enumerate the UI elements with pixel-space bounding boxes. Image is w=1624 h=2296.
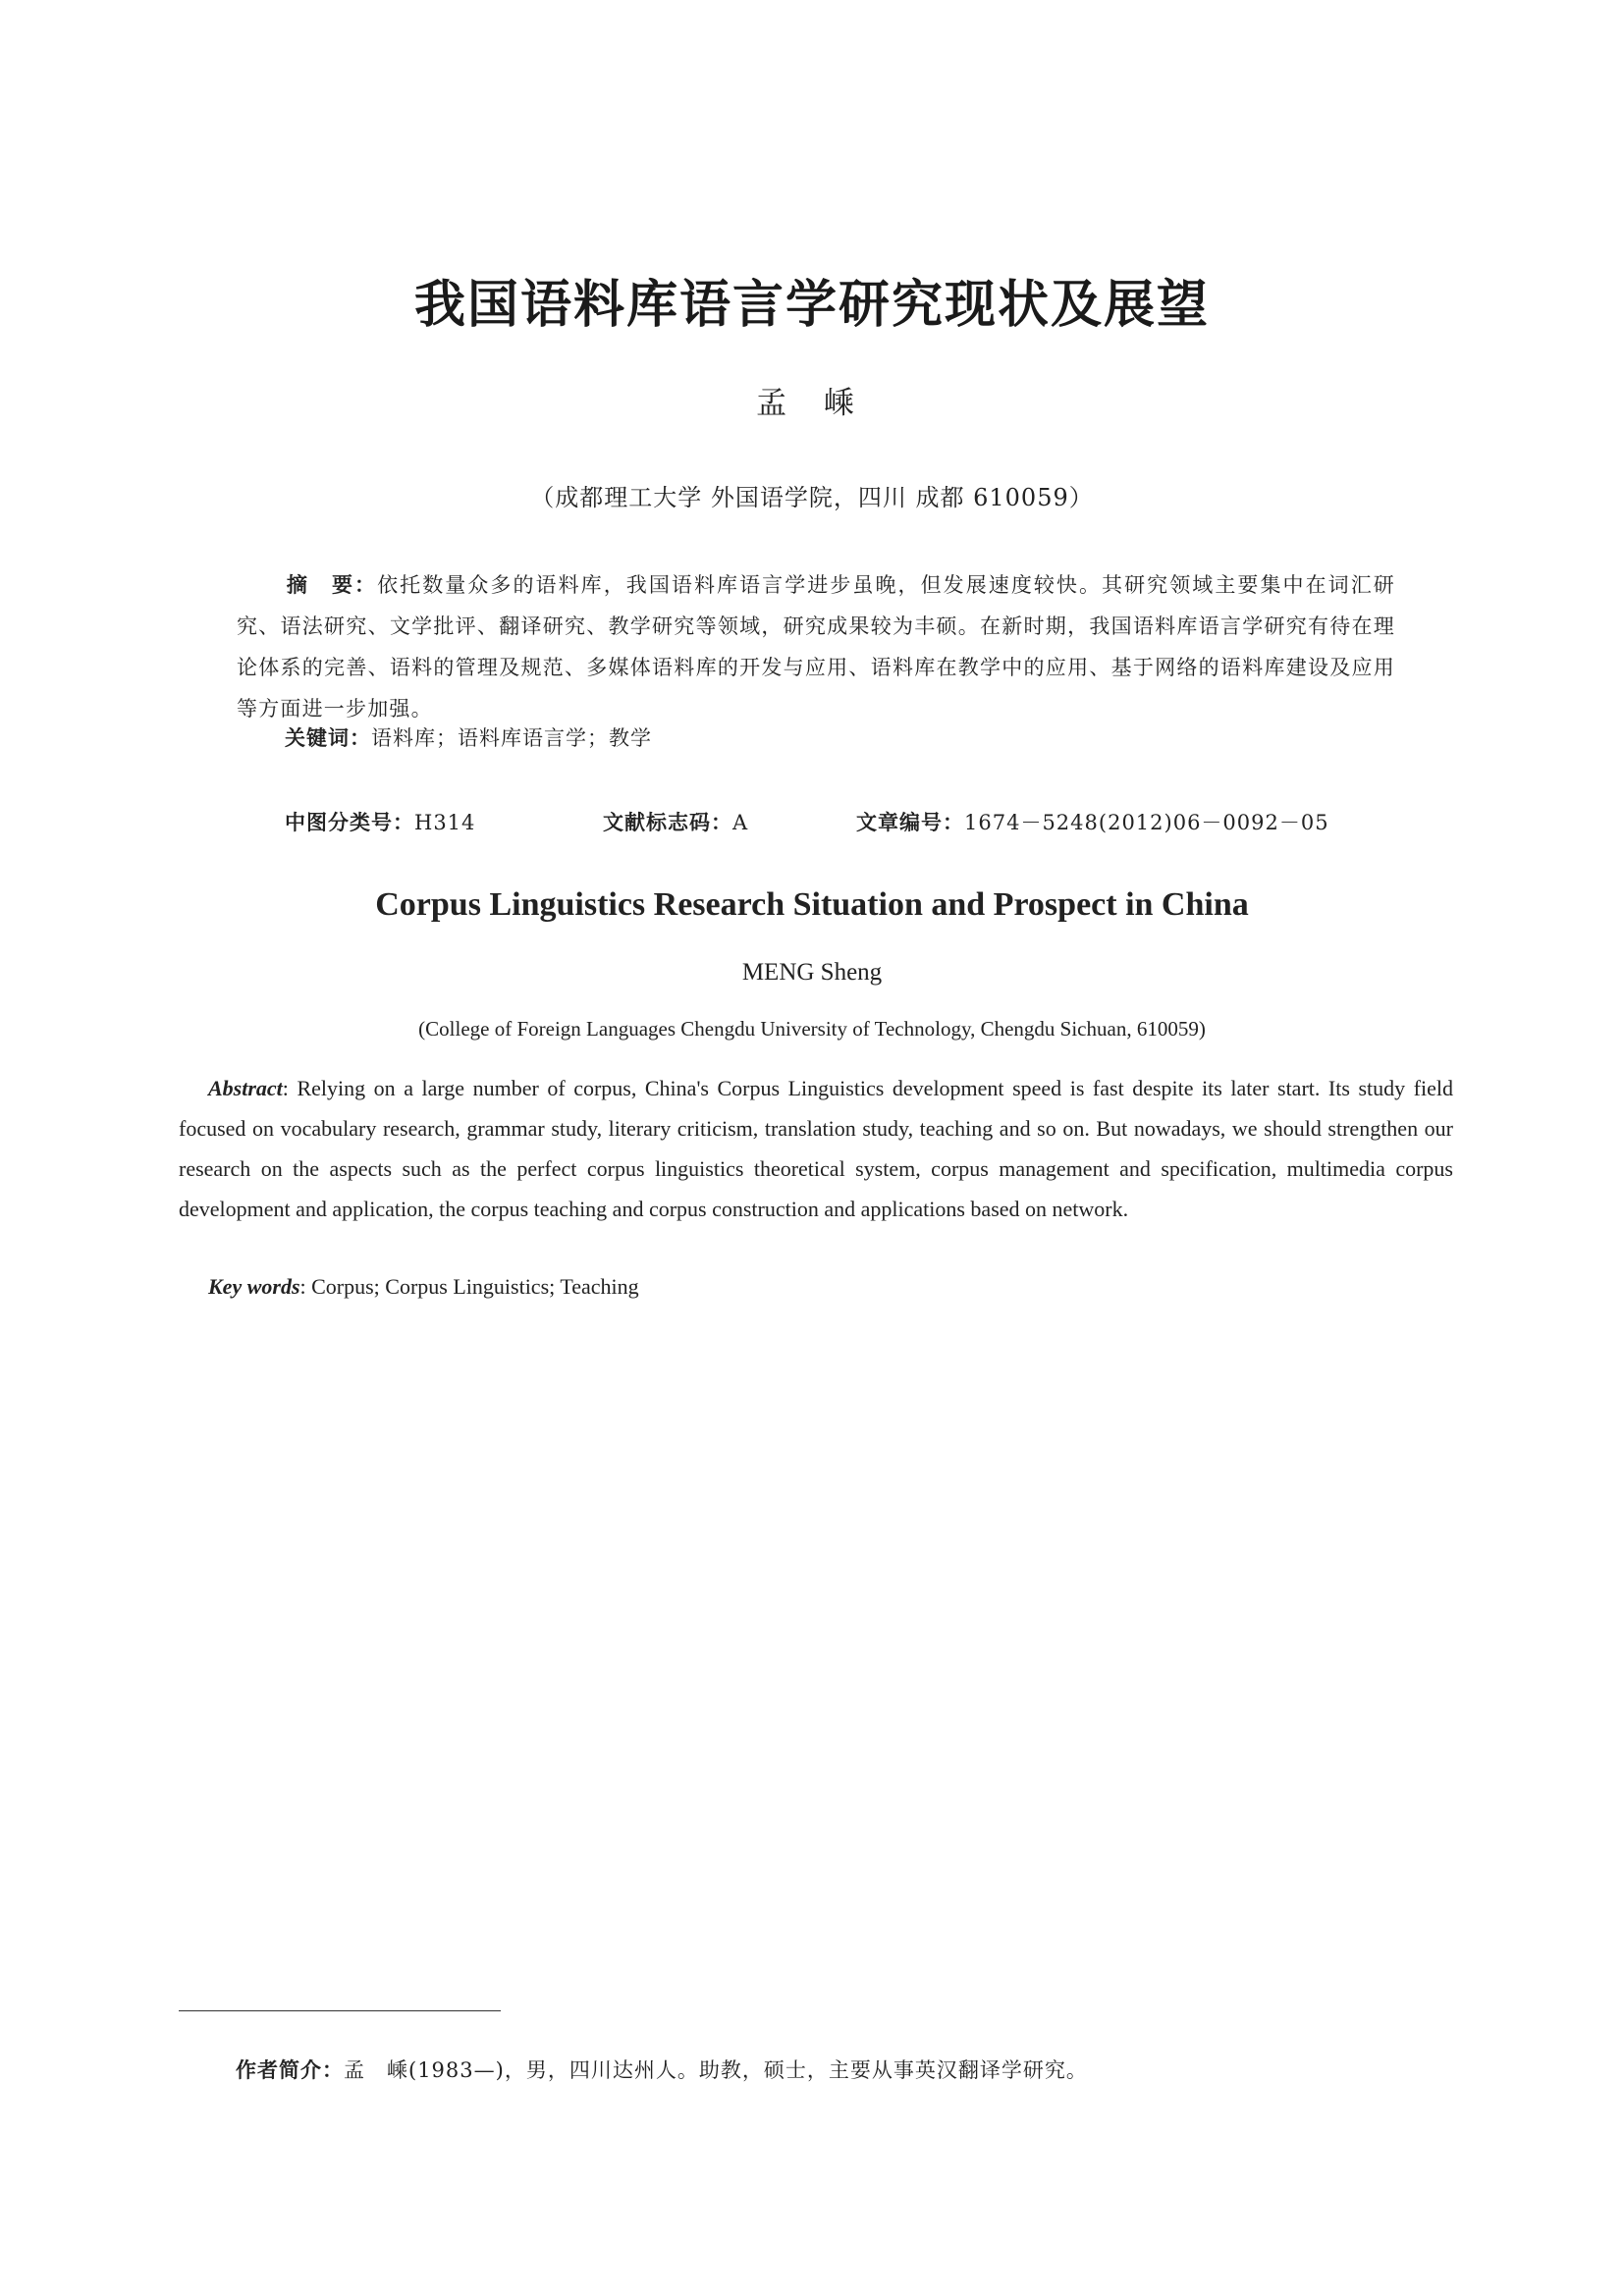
abstract-en: Abstract: Relying on a large number of corpus, China's Corpus Linguistics development speed is fast despite its later start. Its study field focused on vocabulary research, grammar study, literary criticism, translation study, teaching and so on. But nowadays, we should strengthen our research on the aspects such as the perfect corpus linguistics theoretical system, corpus management and specification, multimedia corpus development and application, the corpus teaching and corpus construction and applications based on network. — [179, 1076, 1453, 1221]
keywords-en: Key words: Corpus; Corpus Linguistics; Teaching — [208, 1274, 639, 1299]
document-code-label: 文献标志码： — [603, 811, 732, 834]
clc-number — [285, 807, 475, 836]
author-bio-text: 孟 嵊(1983—)，男，四川达州人。助教，硕士，主要从事英汉翻译学研究。 — [344, 2058, 1088, 2082]
document-code-value: A — [732, 811, 749, 834]
abstract-label-cn: 摘 要： — [286, 573, 378, 597]
document-code — [603, 807, 748, 836]
author-name-en: MENG Sheng — [741, 959, 883, 986]
footnote-divider — [179, 2010, 501, 2011]
keywords-text-cn: 语料库；语料库语言学；教学 — [371, 726, 652, 750]
author-bio-label: 作者简介： — [236, 2058, 344, 2082]
paper-title-en: Corpus Linguistics Research Situation and Prospect in China — [375, 886, 1249, 923]
abstract-cn — [237, 564, 1395, 729]
article-number — [856, 807, 1329, 836]
article-number-value: 1674－5248(2012)06－0092－05 — [964, 811, 1329, 834]
keywords-label-en: Key words — [208, 1274, 300, 1299]
author-name-cn: 孟 嵊 — [756, 386, 868, 421]
abstract-text-en: Relying on a large number of corpus, China's Corpus Linguistics development speed is fast despite its later start. Its study field focused on vocabulary research, grammar study, literary criticism, translation study, teaching and so on. But nowadays, we should strengthen our research on the aspects such as the perfect corpus linguistics theoretical system, corpus management and specification, multimedia corpus development and application, the corpus teaching and corpus construction and applications based on network. — [179, 1076, 1453, 1221]
article-number-label: 文章编号： — [856, 811, 964, 834]
abstract-text-cn: 依托数量众多的语料库，我国语料库语言学进步虽晚，但发展速度较快。其研究领域主要集中在词汇研究、语法研究、文学批评、翻译研究、教学研究等领域，研究成果较为丰硕。在新时期，我国语料库语言学研究有待在理论体系的完善、语料的管理及规范、多媒体语料库的开发与应用、语料库在教学中的应用、基于网络的语料库建设及应用等方面进一步加强。 — [237, 573, 1395, 721]
clc-value: H314 — [414, 811, 476, 834]
author-bio — [236, 2055, 1088, 2084]
author-affiliation-en: (College of Foreign Languages Chengdu University of Technology, Chengdu Sichuan, 610059) — [418, 1017, 1206, 1041]
keywords-text-en: Corpus; Corpus Linguistics; Teaching — [311, 1274, 639, 1299]
keywords-label-cn: 关键词： — [285, 726, 371, 750]
author-affiliation-cn: （成都理工大学 外国语学院，四川 成都 610059） — [530, 484, 1094, 511]
paper-title-cn: 我国语料库语言学研究现状及展望 — [413, 276, 1210, 335]
abstract-label-en: Abstract — [208, 1076, 283, 1100]
keywords-cn — [285, 722, 652, 752]
clc-label: 中图分类号： — [285, 811, 414, 834]
